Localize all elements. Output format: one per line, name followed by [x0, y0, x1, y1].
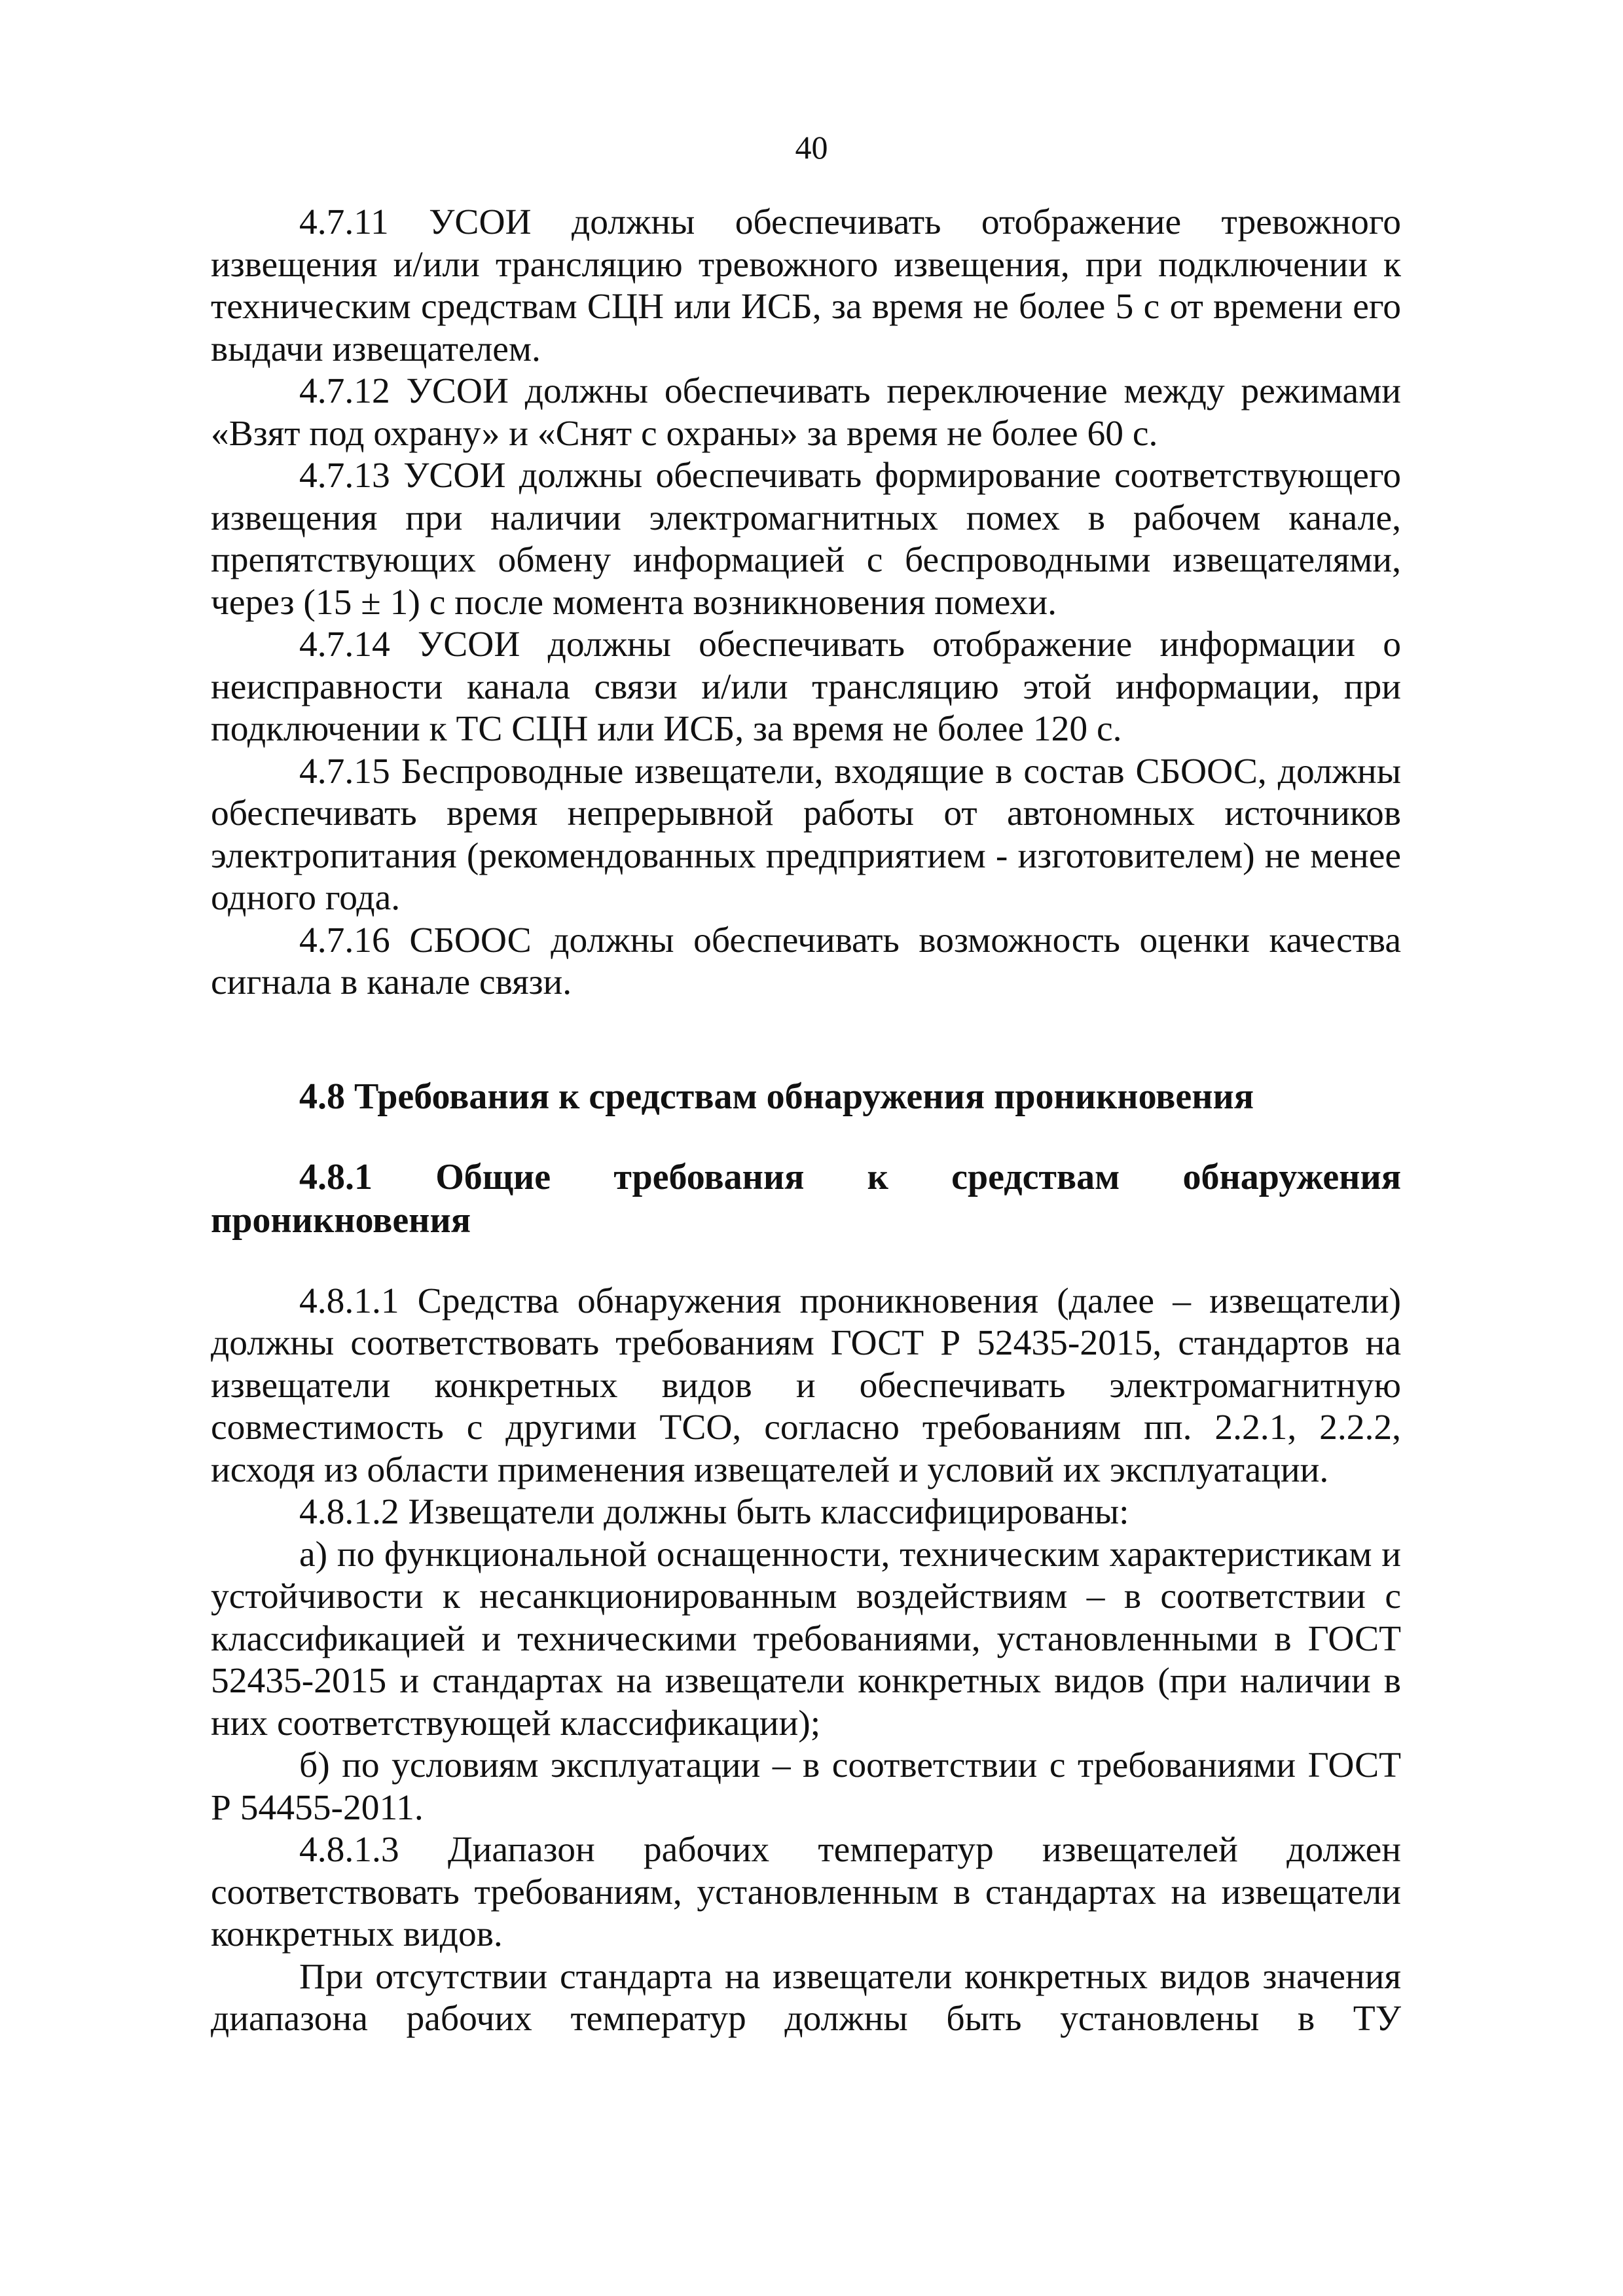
- paragraph-4-7-16: 4.7.16 СБООС должны обеспечивать возможность оценки качества сигнала в канале связи.: [211, 920, 1401, 1002]
- paragraph-no-standard: При отсутствии стандарта на извещатели конкретных видов значения диапазона рабочих температур должны быть установлены в ТУ: [211, 1956, 1401, 2039]
- paragraph-4-8-1-1: 4.8.1.1 Средства обнаружения проникновения (далее – извещатели) должны соответствовать требованиям ГОСТ Р 52435-2015, стандартов на извещатели конкретных видов и обеспечивать электромагнитную совместимость с другими ТСО, согласно требованиям пп. 2.2.1, 2.2.2, исходя из области применения извещателей и условий их эксплуатации.: [211, 1281, 1401, 1490]
- subsection-heading-4-8-1: 4.8.1 Общие требования к средствам обнаружения проникновения: [211, 1156, 1401, 1241]
- page-number: 40: [795, 129, 828, 166]
- paragraph-4-7-15: 4.7.15 Беспроводные извещатели, входящие в состав СБООС, должны обеспечивать время непрерывной работы от автономных источников электропитания (рекомендованных предприятием - изготовителем) не менее одного года.: [211, 751, 1401, 918]
- paragraph-4-8-1-2: 4.8.1.2 Извещатели должны быть классифицированы:: [299, 1492, 1129, 1532]
- paragraph-4-7-11: 4.7.11 УСОИ должны обеспечивать отображение тревожного извещения и/или трансляцию тревожного извещения, при подключении к техническим средствам СЦН или ИСБ, за время не более 5 с от времени его выдачи извещателем.: [211, 202, 1401, 369]
- page-content: [211, 202, 1401, 2041]
- paragraph-4-7-12: 4.7.12 УСОИ должны обеспечивать переключение между режимами «Взят под охрану» и «Снят с охраны» за время не более 60 с.: [211, 371, 1401, 454]
- paragraph-4-7-14: 4.7.14 УСОИ должны обеспечивать отображение информации о неисправности канала связи и/или трансляцию этой информации, при подключении к ТС СЦН или ИСБ, за время не более 120 с.: [211, 625, 1401, 749]
- paragraph-4-7-13: 4.7.13 УСОИ должны обеспечивать формирование соответствующего извещения при наличии электромагнитных помех в рабочем канале, препятствующих обмену информацией с беспроводными извещателями, через (15 ± 1) с после момента возникновения помехи.: [211, 456, 1401, 623]
- paragraph-4-8-1-3: 4.8.1.3 Диапазон рабочих температур извещателей должен соответствовать требованиям, установленным в стандартах на извещатели конкретных видов.: [211, 1830, 1401, 1954]
- list-item-a: а) по функциональной оснащенности, техническим характеристикам и устойчивости к несанкционированным воздействиям – в соответствии с классификацией и техническими требованиями, установленными в ГОСТ 52435-2015 и стандартах на извещатели конкретных видов (при наличии в них соответствующей классификации);: [211, 1534, 1401, 1743]
- list-item-b: б) по условиям эксплуатации – в соответствии с требованиями ГОСТ Р 54455-2011.: [211, 1745, 1401, 1828]
- section-heading-4-8: 4.8 Требования к средствам обнаружения проникновения: [299, 1076, 1254, 1117]
